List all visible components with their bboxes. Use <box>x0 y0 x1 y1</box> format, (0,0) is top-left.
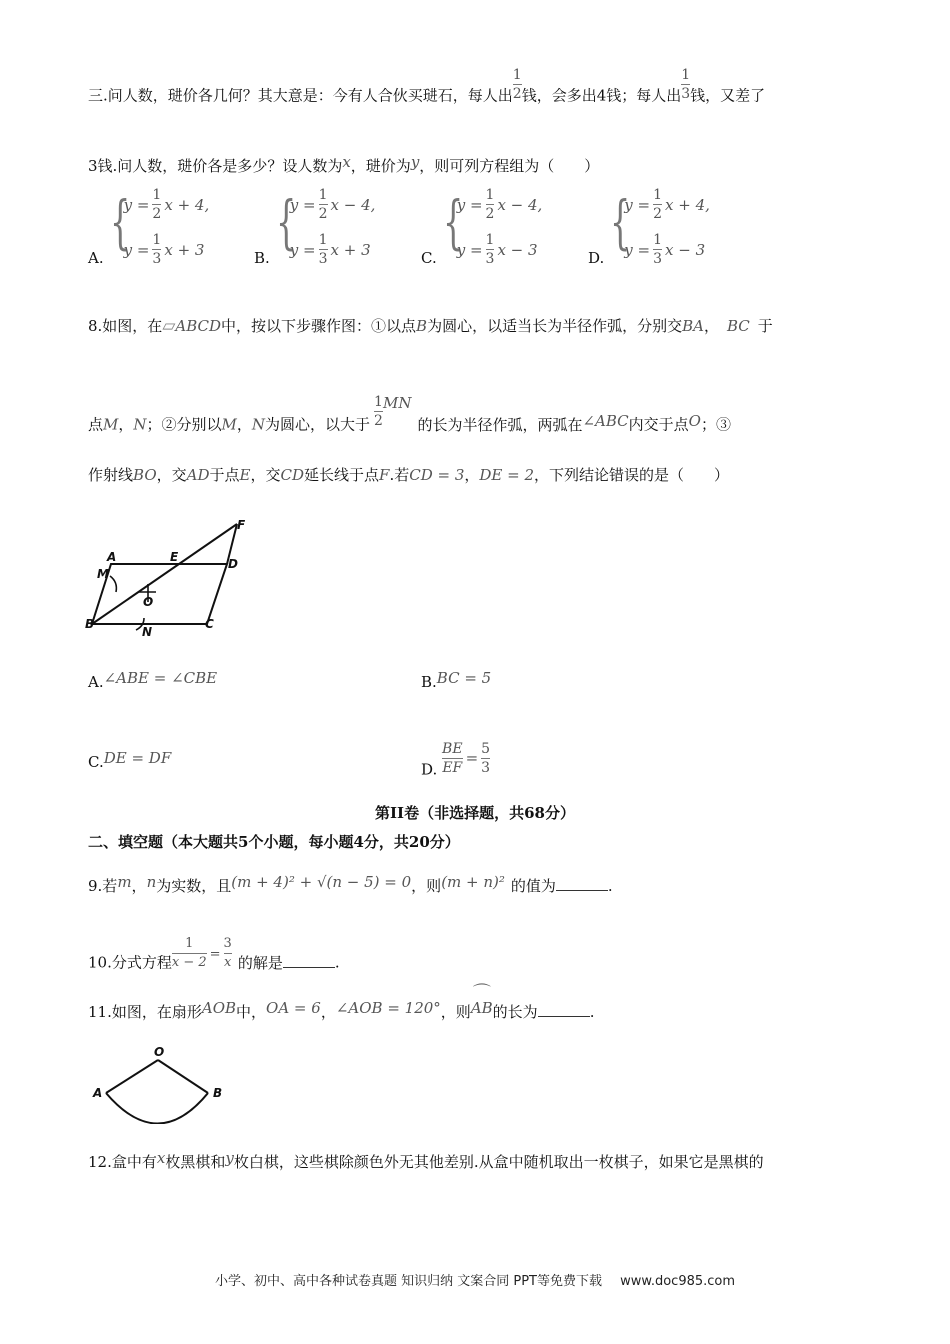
arc-ab <box>470 983 493 1022</box>
var-x: x <box>342 153 351 171</box>
frac-half <box>152 186 161 223</box>
option-label: A. <box>88 249 104 267</box>
fig-label-b: B <box>213 1086 223 1100</box>
q7-text-f: ，则可列方程组为（ ） <box>419 157 600 175</box>
q11-line <box>88 983 595 1022</box>
lhs: y = <box>456 240 483 259</box>
q8-option-a <box>88 669 218 692</box>
q7-option-a <box>88 186 209 268</box>
var-ad: AD <box>186 466 210 484</box>
frac-num: 1 <box>152 232 162 248</box>
lhs: y = <box>123 195 150 214</box>
q8-text: 为圆心，以大于 <box>265 415 371 434</box>
frac-half <box>319 186 328 223</box>
frac-num: 1 <box>653 187 662 203</box>
equation-system <box>421 186 542 268</box>
option-label: B. <box>421 673 437 691</box>
fig-label-m: M <box>97 567 109 581</box>
rhs: x + 3 <box>330 240 371 259</box>
q9-expression-2: (m + n)² <box>441 873 505 891</box>
var-abcd: ABCD <box>175 317 222 335</box>
q8-text: 内交于点 <box>628 415 689 434</box>
q12-text: 枚黑棋和 <box>165 1153 226 1171</box>
q7-option-b <box>254 186 375 268</box>
section-title: 第II卷（非选择题，共68分） <box>375 804 575 822</box>
equation-system <box>88 186 209 268</box>
page-footer <box>0 1270 950 1289</box>
equation-row-1 <box>457 186 543 223</box>
frac-den: x − 2 <box>171 955 207 970</box>
brace-icon: { <box>109 188 130 256</box>
equation-system <box>588 186 710 268</box>
var-m: M <box>103 415 119 434</box>
q12-text: 12.盒中有 <box>88 1153 157 1171</box>
equation-system <box>254 186 375 268</box>
frac-half <box>653 186 662 223</box>
var-cd: CD <box>280 466 304 484</box>
answer-blank[interactable] <box>283 953 335 968</box>
frac-third <box>152 231 161 268</box>
var-bc: BC <box>726 317 750 335</box>
q11-text: 的长为 <box>492 1003 538 1021</box>
q10-right-frac <box>224 935 232 972</box>
q8-text: .若 <box>389 466 410 484</box>
equation-row-1 <box>624 186 710 223</box>
frac-third <box>486 231 495 268</box>
q9-line <box>88 873 613 896</box>
frac-num: 1 <box>485 187 495 203</box>
q9-text: ， <box>131 877 147 895</box>
equation-row-1 <box>290 186 376 223</box>
option-label: B. <box>254 249 270 267</box>
q8-option-c <box>88 749 172 772</box>
rhs: x − 4, <box>497 195 543 214</box>
frac-den: x <box>224 955 232 970</box>
q12-line <box>88 1149 764 1172</box>
var-bo: BO <box>133 466 157 484</box>
var-o: O <box>688 411 701 430</box>
var-mn: MN <box>382 393 412 412</box>
section-heading: 二、填空题（本大题共5个小题，每小题4分，共20分） <box>88 833 460 851</box>
q9-text: 的值为 <box>510 877 556 895</box>
q10-line <box>88 936 340 982</box>
option-label: D. <box>421 760 438 779</box>
var-aob: AOB <box>201 999 237 1017</box>
q8-text: 点 <box>88 415 104 434</box>
frac-third <box>319 231 328 268</box>
fig-label-f: F <box>237 518 246 532</box>
lhs: y = <box>123 240 150 259</box>
parallelogram-figure <box>82 516 257 641</box>
q7-line2 <box>88 153 600 176</box>
q8-text: ；②分别以 <box>146 415 222 434</box>
q10-text: 的解是 <box>237 953 283 972</box>
equation-row-2 <box>290 231 376 268</box>
q8-option-b <box>421 669 492 692</box>
de-equals-2: DE = 2 <box>479 466 535 484</box>
rhs: x − 4, <box>330 195 376 214</box>
rhs: x + 4, <box>164 195 210 214</box>
rhs: x − 3 <box>497 240 538 259</box>
fig-label-c: C <box>205 617 214 631</box>
frac-num: 1 <box>152 187 162 203</box>
option-d-right-frac <box>481 740 490 777</box>
var-n: n <box>146 873 157 891</box>
frac-den: 2 <box>152 206 162 222</box>
frac-third <box>653 231 662 268</box>
var-n: N <box>133 415 147 434</box>
parallelogram-symbol: ▱ <box>162 316 176 336</box>
footer-site-link[interactable]: www.doc985.com <box>620 1274 736 1289</box>
q8-line2 <box>88 393 731 444</box>
option-d-left-frac <box>442 740 463 777</box>
q7-text-c: 钱，又差了 <box>690 86 766 105</box>
q7-option-d <box>588 186 710 268</box>
frac-den: 3 <box>681 86 691 102</box>
q9-text: 9.若 <box>88 877 118 895</box>
q8-text: ，交 <box>250 466 281 484</box>
frac-den: 2 <box>653 206 662 222</box>
q9-text: 为实数，且 <box>156 877 232 895</box>
lhs: y = <box>289 195 316 214</box>
q8-text: 于点 <box>209 466 240 484</box>
frac-num: 1 <box>681 67 691 83</box>
frac-den: 3 <box>653 251 662 267</box>
lhs: y = <box>456 195 483 214</box>
arc-mark-icon: ⌒ <box>472 983 491 1004</box>
q10-left-frac <box>172 935 207 972</box>
var-m: M <box>221 415 237 434</box>
q8-text: ， <box>236 415 252 434</box>
var-x: x <box>156 1149 166 1167</box>
q8-text: ，交 <box>156 466 187 484</box>
brace-icon: { <box>275 188 297 256</box>
frac-num: 1 <box>485 232 495 248</box>
equation-row-2 <box>624 231 710 268</box>
q7-text-d: 3钱.问人数，琎价各是多少？设人数为 <box>88 157 343 175</box>
brace-icon: { <box>610 188 631 256</box>
q8-option-d <box>421 741 491 789</box>
frac-den: 3 <box>481 760 491 776</box>
frac-half <box>486 186 495 223</box>
oa-equals-6: OA = 6 <box>266 999 321 1017</box>
option-label: C. <box>421 249 437 267</box>
cd-equals-3: CD = 3 <box>409 466 465 484</box>
var-ab: AB <box>470 999 493 1017</box>
equation-row-2 <box>124 231 210 268</box>
var-n: N <box>251 415 266 434</box>
q9-expression: (m + 4)² + √(n − 5) = 0 <box>231 873 412 891</box>
q11-text: 中， <box>236 1003 267 1021</box>
lhs: y = <box>624 240 651 259</box>
q8-line3 <box>88 465 729 485</box>
equation-rows <box>124 186 210 268</box>
q9-text: ，则 <box>411 877 442 895</box>
frac-num: 5 <box>481 741 491 757</box>
rhs: x + 4, <box>665 195 710 214</box>
q8-text: 的长为半径作弧，两弧在 <box>417 415 583 434</box>
option-a-expr: ∠ABE = ∠CBE <box>103 669 218 687</box>
lhs: y = <box>624 195 651 214</box>
q8-text: ；③ <box>700 415 731 434</box>
q8-text: 8.如图，在 <box>88 317 163 335</box>
frac-num: BE <box>442 741 463 757</box>
rhs: x − 3 <box>665 240 706 259</box>
q7-text-e: ，琎价为 <box>350 157 411 175</box>
frac-num: 1 <box>318 187 328 203</box>
answer-blank[interactable] <box>556 876 608 891</box>
option-label: A. <box>88 673 104 691</box>
fig-label-o: O <box>154 1045 165 1059</box>
q8-text: 作射线 <box>88 466 134 484</box>
fig-label-a: A <box>93 1086 103 1100</box>
q7-frac-half <box>513 66 522 103</box>
angle-aob: ∠AOB = 120° <box>335 999 441 1017</box>
q7-line1 <box>88 67 766 115</box>
fig-label-e: E <box>170 550 179 564</box>
var-b: B <box>416 317 428 335</box>
q7-frac-third <box>681 66 690 103</box>
frac-den: 2 <box>485 206 495 222</box>
var-y: y <box>410 153 420 171</box>
brace-icon: { <box>442 188 464 256</box>
frac-num: 1 <box>653 232 662 248</box>
q8-line1 <box>88 316 773 336</box>
frac-den: 3 <box>485 251 495 267</box>
option-label: D. <box>588 249 605 267</box>
frac-num: 1 <box>512 67 522 83</box>
option-c-expr: DE = DF <box>103 749 172 767</box>
rhs: x + 3 <box>164 240 205 259</box>
q8-text: ， <box>464 466 480 484</box>
angle-abc: ∠ABC <box>582 411 629 430</box>
frac-num: 1 <box>185 936 194 951</box>
frac-den: 2 <box>374 413 383 429</box>
frac-num: 3 <box>223 936 232 951</box>
q7-option-c <box>421 186 542 268</box>
q8-text: 为圆心，以适当长为半径作弧，分别交 <box>427 317 683 335</box>
fig-label-a: A <box>107 550 117 564</box>
fig-label-n: N <box>142 625 153 639</box>
q7-text-a: 三.问人数，琎价各几何？其大意是：今有人合伙买琎石，每人出 <box>88 86 513 105</box>
frac-den: EF <box>442 760 463 776</box>
equation-rows <box>457 186 543 268</box>
var-ba: BA <box>682 317 704 335</box>
lhs: y = <box>289 240 316 259</box>
q11-text: ，则 <box>440 1003 471 1021</box>
fig-label-d: D <box>228 557 238 571</box>
equation-rows <box>624 186 710 268</box>
frac-den: 2 <box>512 86 522 102</box>
q8-text: 延长线于点 <box>304 466 380 484</box>
frac-num: 1 <box>374 394 383 410</box>
var-e: E <box>239 466 251 484</box>
frac-num: 1 <box>318 232 328 248</box>
q7-text-b: 钱，会多出4钱；每人出 <box>521 86 682 105</box>
q10-text: . <box>334 953 340 972</box>
option-b-expr: BC = 5 <box>436 669 492 687</box>
var-f: F <box>379 466 390 484</box>
q8-frac-half <box>374 393 383 430</box>
fig-label-o: O <box>143 595 154 609</box>
q8-text: ，下列结论错误的是（ ） <box>534 466 730 484</box>
q8-text: ， <box>118 415 134 434</box>
var-y: y <box>225 1149 234 1167</box>
q12-text: 枚白棋，这些棋除颜色外无其他差别.从盒中随机取出一枚棋子，如果它是黑棋的 <box>233 1153 764 1171</box>
equals-sign: = <box>209 946 221 962</box>
equation-row-1 <box>124 186 210 223</box>
equals-sign: = <box>465 748 479 767</box>
sector-figure <box>86 1044 231 1124</box>
q11-text: . <box>589 1003 595 1021</box>
frac-den: 3 <box>152 251 162 267</box>
q11-text: 11.如图，在扇形 <box>88 1003 202 1021</box>
answer-blank[interactable] <box>538 1002 590 1017</box>
q11-text: ， <box>320 1003 336 1021</box>
q8-text: ， <box>703 317 719 335</box>
frac-den: 3 <box>318 251 328 267</box>
q9-text: . <box>607 877 613 895</box>
q8-text: 中，按以下步骤作图：①以点 <box>221 317 417 335</box>
equation-row-2 <box>457 231 543 268</box>
option-label: C. <box>88 753 104 771</box>
frac-den: 2 <box>318 206 328 222</box>
equation-rows <box>290 186 376 268</box>
footer-text: 小学、初中、高中各种试卷真题 知识归纳 文案合同 PPT等免费下载 <box>214 1274 602 1289</box>
q10-text: 10.分式方程 <box>88 953 172 972</box>
fig-label-b: B <box>85 617 95 631</box>
var-m: m <box>117 873 132 891</box>
q8-text: 于 <box>757 317 773 335</box>
